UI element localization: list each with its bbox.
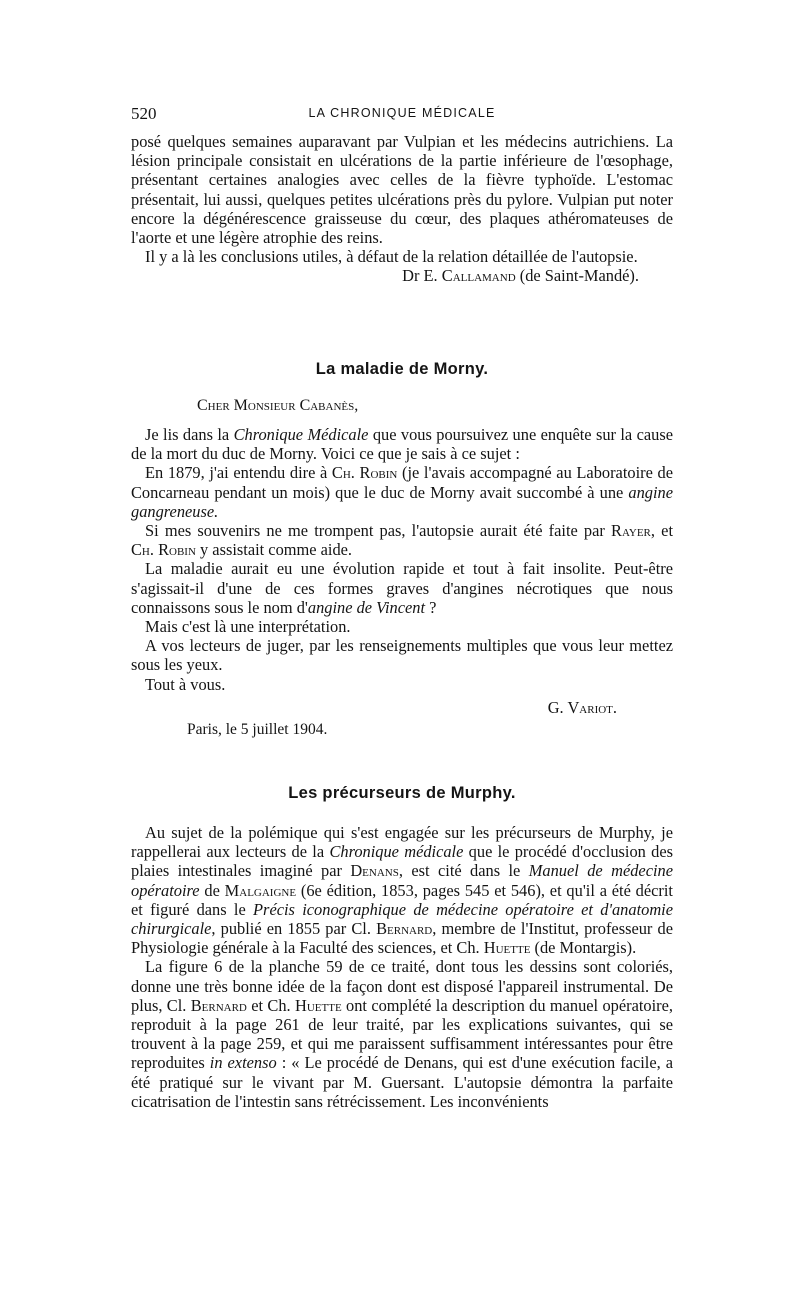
text-run: (6e édition, 1853, pages 545 et 546), et qu'il a été décrit et figuré dans le bbox=[131, 880, 673, 919]
paragraph bbox=[131, 559, 673, 617]
salutation: Cher Monsieur Cabanès, bbox=[197, 397, 359, 414]
text-run: Mais c'est là une interprétation. bbox=[145, 617, 351, 637]
text-run: posé quelques semaines auparavant par Vulpian et les médecins autrichiens. La lésion principale consistait en ulcérations de la partie inférieure de l'œsophage, présentant certaines analogies avec celles de la fièvre typhoïde. L'estomac présentait, lui aussi, quelques petites ulcérations près du pylore. Vulpian put noter encore la dégénérescence graisseuse du cœur, des plaques athéromateuses de l'aorte et une légère atrophie des reins. bbox=[131, 132, 673, 248]
section-previous-article bbox=[131, 132, 673, 286]
letter-body bbox=[131, 425, 673, 694]
italic-text: Chronique médicale bbox=[329, 842, 464, 862]
text-run: que vous poursuivez une enquête sur la cause de la mort du duc de Morny. Voici ce que je sais à ce sujet : bbox=[131, 425, 673, 464]
dateline: Paris, le 5 juillet 1904. bbox=[187, 721, 328, 739]
text-run: Il y a là les conclusions utiles, à défaut de la relation détaillée de l'autopsie. bbox=[145, 247, 638, 267]
paragraph bbox=[131, 957, 673, 1111]
italic-text: angine de Vincent bbox=[307, 597, 425, 617]
text-run: , membre de l'Institut, professeur de Physiologie générale à la Faculté des sciences, et Ch. bbox=[131, 919, 673, 958]
running-head bbox=[131, 104, 673, 130]
text-run: , est cité dans le bbox=[398, 861, 529, 881]
text-run: La figure 6 de la planche 59 de ce traité, dont tous les dessins sont coloriés, donne une très bonne idée de la façon dont est disposé l'appareil instrumental. De plus, Cl. bbox=[131, 957, 673, 1015]
text-run: et Ch. bbox=[246, 995, 296, 1015]
text-run: (de Montargis). bbox=[530, 938, 637, 958]
signature-prefix: Dr E. bbox=[402, 266, 442, 286]
paragraph bbox=[131, 636, 673, 674]
signature-name: Callamand bbox=[441, 266, 516, 286]
italic-text: Précis iconographique de médecine opératoire et d'anatomie chirurgicale bbox=[131, 899, 673, 939]
paragraph bbox=[131, 132, 673, 247]
article-body bbox=[131, 823, 673, 1111]
small-caps-name: Huette bbox=[483, 938, 531, 958]
text-run: Si mes souvenirs ne me trompent pas, l'autopsie aurait été faite par bbox=[145, 521, 612, 541]
italic-text: angine gangreneuse. bbox=[131, 482, 673, 521]
signature-suffix: (de Saint-Mandé). bbox=[515, 266, 639, 286]
text-run: , et bbox=[650, 521, 673, 541]
text-run: La maladie aurait eu une évolution rapide et tout à fait insolite. Peut-être s'agissait-il d'une de ces formes graves d'angines nécrotiques que nous connaissons sous le nom d' bbox=[131, 559, 673, 617]
paragraph bbox=[131, 823, 673, 957]
italic-text: Chronique Médicale bbox=[233, 425, 369, 444]
small-caps-name: Malgaigne bbox=[224, 880, 297, 900]
text-run: de bbox=[199, 880, 225, 900]
section-precurseurs-de-murphy bbox=[131, 784, 673, 1111]
small-caps-name: Bernard bbox=[376, 919, 433, 939]
small-caps-name: Ch. Robin bbox=[131, 540, 196, 560]
text-run: A vos lecteurs de juger, par les renseignements multiples que vous leur mettez sous les yeux. bbox=[131, 636, 673, 675]
small-caps-name: Rayer bbox=[611, 521, 651, 541]
paragraph bbox=[131, 617, 673, 636]
running-title: LA CHRONIQUE MÉDICALE bbox=[308, 106, 496, 120]
small-caps-name: Huette bbox=[295, 995, 342, 1015]
small-caps-name: Denans bbox=[350, 861, 399, 881]
text-run: En 1879, j'ai entendu dire à bbox=[145, 463, 332, 483]
text-run: : « Le procédé de Denans, qui est d'une exécution facile, a été pratiqué sur le vivant par M. Guersant. L'autopsie démontra la parfaite cicatrisation de l'intestin sans rétrécissement. Les inconvénients bbox=[131, 1053, 673, 1111]
text-run: y assistait comme aide. bbox=[195, 540, 353, 560]
signature-variot: G. Variot. bbox=[547, 697, 617, 717]
italic-text: Manuel de médecine opératoire bbox=[131, 861, 673, 900]
small-caps-name: Ch. Robin bbox=[331, 463, 398, 483]
small-caps-name: Bernard bbox=[190, 995, 247, 1015]
section-title: La maladie de Morny. bbox=[315, 360, 489, 378]
text-run: , publié en 1855 par Cl. bbox=[211, 919, 377, 939]
text-run: Tout à vous. bbox=[145, 674, 226, 694]
text-run: ont complété la description du manuel opératoire, reproduit à la page 261 de leur traité, par les explications suivantes, qui se trouvent à la page 259, et qui me paraissent suffisamment intéressantes pour être reproduites bbox=[131, 995, 673, 1073]
italic-text: in extenso bbox=[209, 1053, 277, 1073]
paragraph bbox=[131, 521, 673, 559]
text-run: Au sujet de la polémique qui s'est engagée sur les précurseurs de Murphy, je rappellerai aux lecteurs de la bbox=[131, 823, 673, 862]
section-maladie-de-morny bbox=[131, 360, 673, 739]
text-run: Je lis dans la bbox=[145, 425, 234, 444]
signature-callamand bbox=[131, 266, 673, 285]
page-number: 520 bbox=[131, 104, 157, 123]
paragraph bbox=[131, 425, 673, 463]
paragraph bbox=[131, 675, 673, 694]
paragraph bbox=[131, 247, 673, 266]
section-title: Les précurseurs de Murphy. bbox=[288, 784, 516, 802]
text-run: (je l'avais accompagné au Laboratoire de Concarneau pendant un mois) que le duc de Morny avait succombé à une bbox=[131, 463, 673, 502]
text-run: que le procédé d'occlusion des plaies intestinales imaginé par bbox=[131, 842, 673, 881]
paragraph bbox=[131, 463, 673, 521]
text-run: ? bbox=[425, 597, 437, 617]
